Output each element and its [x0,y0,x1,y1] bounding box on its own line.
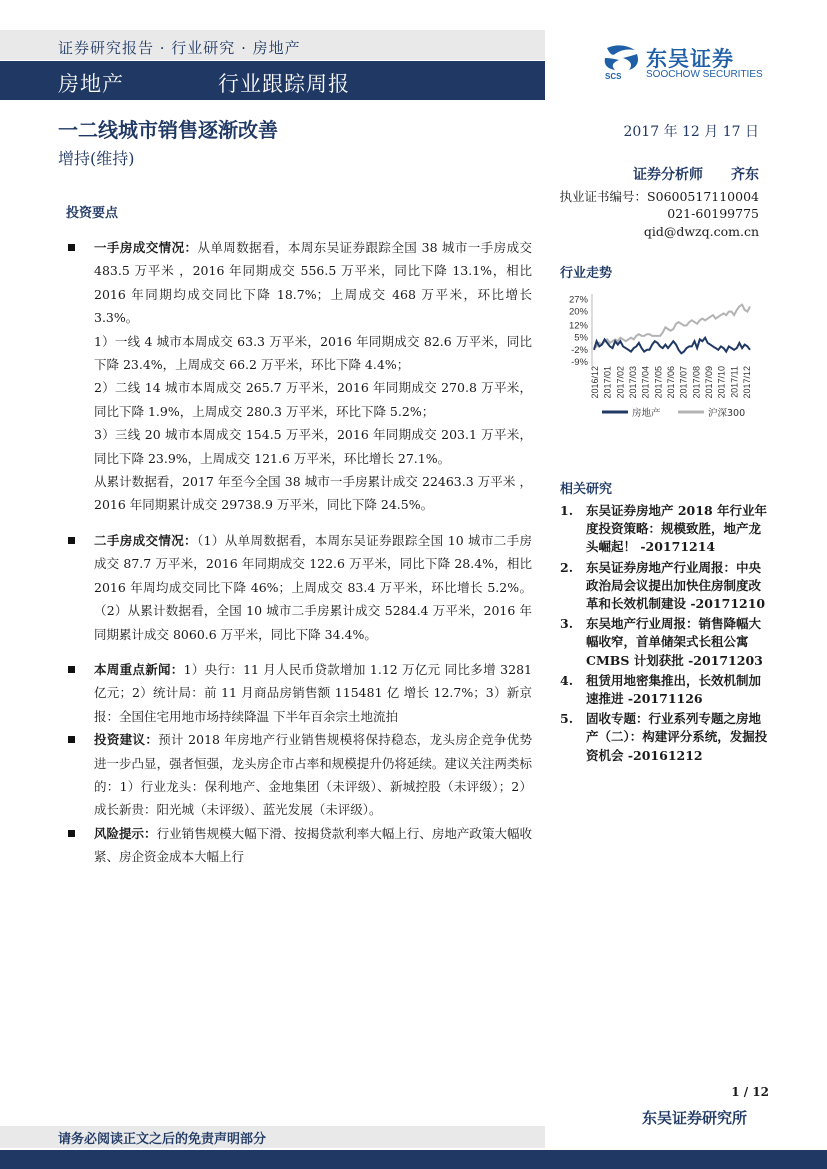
x-tick-label: 2017/08 [691,366,702,399]
analyst-email[interactable]: qid@dwzq.com.cn [643,224,759,239]
related-item-title: 固收专题：行业系列专题之房地产（二）：构建评分系统，发掘投资机会 -20161212 [586,711,768,763]
y-tick-label: 12% [568,320,588,332]
new-home-tier2: 2）二线 14 城市本周成交 265.7 万平米，2016 年同期成交 270.8 万平米，同比下降 1.9%，上周成交 280.3 万平米，环比下降 5.2%； [94,380,532,419]
brand-name-cn: 东吴证券 [646,47,734,71]
bullet-second-hand: 二手房成交情况：（1）从单周数据看，本周东吴证券跟踪全国 10 城市二手房成交 87.7 万平米，2016 年同期成交 122.6 万平米，同比下降 28.4%，相比 2016 年周均成交同比下降 46%；上周成交 83.4 万平米，环比增长 5.2%。（2）从累计数据看，全国 10 城市二手房累计成交 5284.4 万平米，2016 年同期累计成交 8060.6 万平米，同比下降 34.4%。 [58,529,532,646]
y-tick-label: -9% [571,357,588,368]
sector-label: 房地产 [58,72,124,96]
bullet-investment-advice: 投资建议：预计 2018 年房地产行业销售规模将保持稳态，龙头房企竞争优势进一步凸显，强者恒强，龙头房企市占率和规模提升仍将延续。建议关注两类标的：1）行业龙头：保利地产、金地集团（未评级）、新城控股（未评级）；2）成长新贵：阳光城（未评级）、蓝光发展（未评级）。 [58,728,532,822]
brand-logo-icon [601,44,643,80]
key-points-heading: 投资要点 [66,206,119,221]
y-tick-label: 20% [568,306,588,318]
x-tick-label: 2017/06 [666,366,676,399]
related-item[interactable] [560,672,770,708]
bottom-bar [0,1150,827,1169]
x-tick-label: 2017/02 [615,366,626,399]
new-home-tier3: 3）三线 20 城市本周成交 154.5 万平米，2016 年同期成交 203.1 万平米，同比下降 23.9%，上周成交 121.6 万平米，环比增长 27.1%。 [94,427,532,466]
related-item-title: 东吴地产行业周报：销售降幅大幅收窄，首单储架式长租公寓 CMBS 计划获批 -20171203 [586,616,763,668]
bullet-news: 本周重点新闻：1）央行：11 月人民币贷款增加 1.12 万亿元 同比多增 3281 亿元；2）统计局：前 11 月商品房销售额 115481 亿 增长 12.7%；3）新京报：全国住宅用地市场持续降温 下半年百余宗土地流拍 [58,658,532,728]
brand-name-en: SOOCHOW SECURITIES [646,69,763,80]
breadcrumb: 证券研究报告 · 行业研究 · 房地产 [58,39,301,57]
related-item-number: 5. [560,711,574,727]
related-item-title: 东吴证券房地产 2018 年行业年度投资策略：规模致胜，地产龙头崛起！ -20171214 [586,503,767,555]
related-research-list [560,502,770,767]
logo-mark: SCS [605,72,622,80]
analyst-name: 证券分析师 齐东 [633,167,759,183]
chart-legend [602,407,745,419]
report-type-label: 行业跟踪周报 [218,72,350,96]
x-tick-label: 2016/12 [590,366,600,399]
analyst-cert: 执业证书编号：S0600517110004 [559,189,759,204]
report-date: 2017 年 12 月 17 日 [623,124,759,140]
page-title: 一二线城市销售逐渐改善 [58,118,278,142]
new-home-cumulative: 从累计数据看，2017 年至今全国 38 城市一手房累计成交 22463.3 万平米 ，2016 年同期累计成交 29738.9 万平米，同比下降 24.5%。 [94,474,532,513]
x-tick-label: 2017/05 [653,366,664,399]
legend-label-hs300: 沪深300 [708,408,746,419]
x-tick-label: 2017/09 [704,366,714,399]
related-item-title: 东吴证券房地产行业周报：中央政治局会议提出加快住房制度改革和长效机制建设 -20171210 [586,559,766,612]
related-item-number: 4. [560,672,574,688]
y-tick-label: 5% [574,332,588,344]
x-tick-label: 2017/12 [742,366,752,399]
rating: 增持(维持) [58,149,135,168]
x-tick-label: 2017/03 [628,366,638,399]
x-tick-label: 2017/01 [602,366,613,399]
related-item[interactable] [560,502,770,557]
bullet-new-home: 一手房成交情况：从单周数据看，本周东吴证券跟踪全国 38 城市一手房成交 483.5 万平米 ，2016 年同期成交 556.5 万平米，同比下降 13.1%，相比 2016 年同期均成交同比下降 18.7%；上周成交 468 万平米，环比增长 3.3%。 [58,236,532,330]
disclaimer-text: 请务必阅读正文之后的免责声明部分 [58,1132,267,1147]
bullet-risk: 风险提示：行业销售规模大幅下滑、按揭贷款利率大幅上行、房地产政策大幅收紧、房企资金成本大幅上行 [58,822,532,869]
key-points-body [58,236,532,869]
y-tick-label: -2% [571,344,588,356]
related-heading: 相关研究 [560,482,613,497]
related-item-number: 1. [560,503,574,518]
institute-name: 东吴证券研究所 [641,1109,747,1127]
x-tick-label: 2017/04 [640,366,651,399]
y-tick-label: 27% [568,294,588,306]
new-home-tier1: 1）一线 4 城市本周成交 63.3 万平米，2016 年同期成交 82.6 万平米，同比下降 23.4%，上周成交 66.2 万平米，环比下降 4.4%； [94,333,532,373]
related-item-number: 3. [560,616,574,632]
trend-heading: 行业走势 [560,266,613,281]
trend-chart [558,286,778,426]
x-tick-label: 2017/11 [729,366,740,398]
page-number: 1 / 12 [731,1085,769,1099]
analyst-phone: 021-60199775 [667,206,759,221]
legend-label-realestate: 房地产 [632,408,661,419]
related-item-number: 2. [560,559,574,575]
related-item[interactable] [560,559,770,614]
related-item-title: 租赁用地密集推出，长效机制加速推进 -20171126 [586,672,762,707]
x-tick-label: 2017/10 [716,366,727,399]
related-item[interactable] [560,615,770,670]
related-item[interactable] [560,710,770,765]
x-tick-label: 2017/07 [678,366,689,399]
